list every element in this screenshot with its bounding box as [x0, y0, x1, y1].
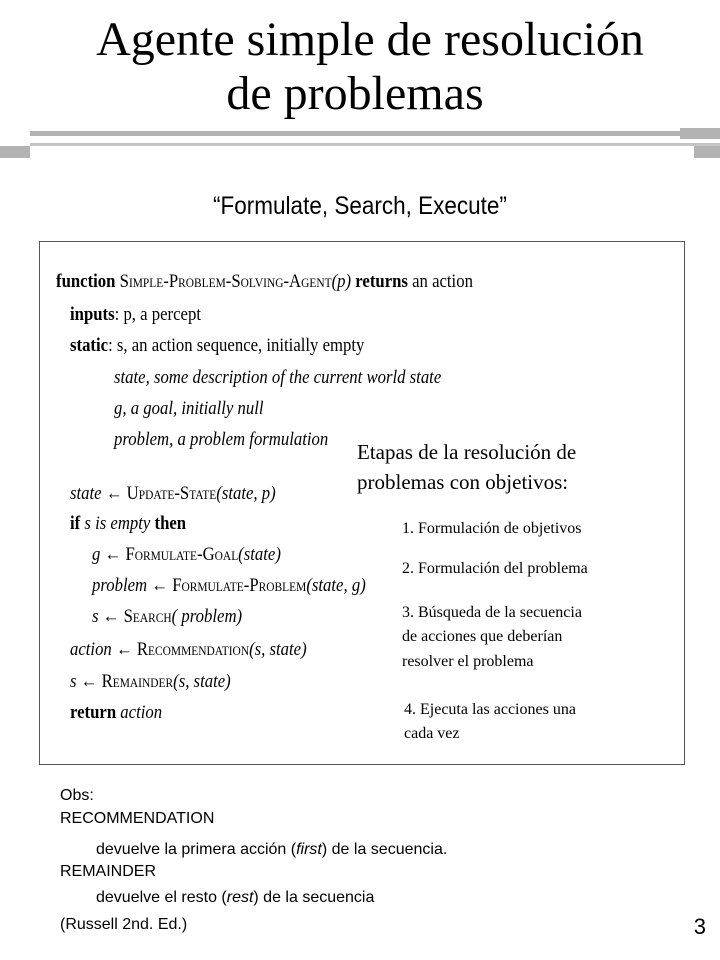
- annotation-step-3-line3: resolver el problema: [402, 653, 534, 670]
- algo-line-remainder: s ← Remainder(s, state): [70, 671, 231, 692]
- annotation-step-2: 2. Formulación del problema: [402, 560, 588, 577]
- annotation-step-3-line2: de acciones que deberían: [402, 628, 563, 645]
- algo-line-state: state, some description of the current world state: [114, 367, 442, 388]
- slide-title-line2: de problemas: [226, 67, 484, 120]
- notes-remainder-desc: devuelve el resto (rest) de la secuencia: [96, 889, 375, 906]
- algo-line-static: static: s, an action sequence, initially empty: [70, 335, 365, 356]
- slide-subtitle: “Formulate, Search, Execute”: [213, 192, 507, 220]
- annotation-heading-line2: problemas con objetivos:: [357, 470, 569, 494]
- algo-line-recommendation: action ← Recommendation(s, state): [70, 639, 307, 660]
- title-rule-right-square: [680, 128, 720, 139]
- algo-line-goal: g, a goal, initially null: [114, 398, 264, 419]
- notes-reference: (Russell 2nd. Ed.): [60, 916, 188, 933]
- notes-remainder-name: REMAINDER: [60, 863, 157, 880]
- algo-line-update-state: state ← Update-State(state, p): [70, 483, 276, 504]
- algo-line-inputs: inputs: p, a percept: [70, 304, 201, 325]
- algo-line-problem: problem, a problem formulation: [114, 429, 329, 450]
- annotation-step-3-line1: 3. Búsqueda de la secuencia: [402, 604, 582, 621]
- page-number: 3: [693, 914, 706, 939]
- annotation-heading-line1: Etapas de la resolución de: [357, 440, 577, 464]
- title-rule-left-block: [0, 146, 30, 158]
- notes-obs: Obs:: [60, 787, 94, 804]
- algo-line-search: s ← Search( problem): [92, 606, 243, 627]
- annotation-step-4-line2: cada vez: [404, 725, 460, 742]
- algo-line-if: if s is empty then: [70, 513, 187, 534]
- notes-recommendation-desc: devuelve la primera acción (first) de la secuencia.: [96, 841, 448, 858]
- notes-recommendation-name: RECOMMENDATION: [60, 810, 215, 827]
- algo-line-formulate-problem: problem ← Formulate-Problem(state, g): [92, 575, 366, 596]
- annotation-step-4-line1: 4. Ejecuta las acciones una: [404, 701, 576, 718]
- slide-title-line1: Agente simple de resolución: [96, 13, 644, 66]
- title-rule-bottom: [30, 143, 720, 146]
- algo-line-return: return action: [70, 702, 163, 723]
- title-rule-right-block: [694, 146, 720, 158]
- title-rule-top: [30, 131, 720, 136]
- algo-line-function: function Simple-Problem-Solving-Agent(p) returns an action: [56, 271, 473, 292]
- annotation-step-1: 1. Formulación de objetivos: [402, 520, 582, 537]
- algo-line-formulate-goal: g ← Formulate-Goal(state): [92, 544, 281, 565]
